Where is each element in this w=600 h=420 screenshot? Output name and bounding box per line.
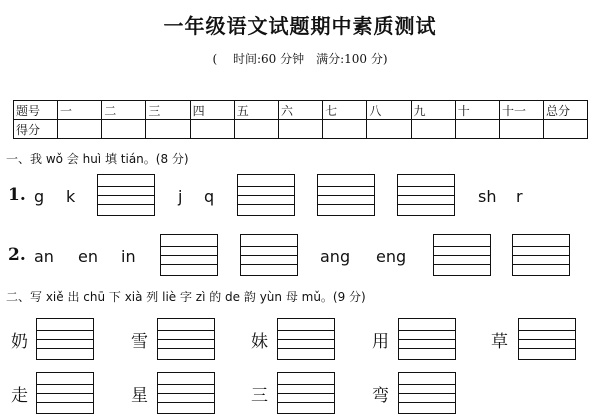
character: 弯 [372,386,389,406]
score-header-cell: 题号 [14,101,58,120]
score-header-cell: 六 [278,101,322,120]
writing-box[interactable] [36,372,94,414]
character: 草 [491,332,508,352]
score-cell[interactable] [58,120,102,139]
score-header-cell: 二 [102,101,146,120]
section-2-heading: 二、写 xiě 出 chū 下 xià 列 liè 字 zì 的 de 韵 yùn 母 mǔ。(9 分) [6,290,366,304]
writing-box[interactable] [512,234,570,276]
score-cell[interactable] [102,120,146,139]
pinyin-letter: en [78,247,98,266]
writing-box[interactable] [433,234,491,276]
score-cell[interactable] [500,120,544,139]
score-header-cell: 四 [190,101,234,120]
score-cell[interactable] [411,120,455,139]
score-cell[interactable] [146,120,190,139]
score-header-cell: 十一 [500,101,544,120]
score-header-cell: 总分 [544,101,588,120]
row-1-number: 1. [8,185,26,205]
pinyin-letter: eng [376,247,407,266]
pinyin-letter: an [34,247,54,266]
score-row-label: 得分 [14,120,58,139]
writing-box[interactable] [398,372,456,414]
pinyin-letter: sh [478,187,497,206]
pinyin-letter: in [121,247,136,266]
score-cell[interactable] [323,120,367,139]
character: 雪 [131,332,148,352]
character: 走 [11,386,28,406]
pinyin-letter: ang [320,247,351,266]
score-header-cell: 八 [367,101,411,120]
score-header-cell: 五 [234,101,278,120]
score-header-cell: 九 [411,101,455,120]
score-header-cell: 三 [146,101,190,120]
character: 用 [372,332,389,352]
writing-box[interactable] [160,234,218,276]
score-cell[interactable] [367,120,411,139]
character: 奶 [11,332,28,352]
score-header-cell: 一 [58,101,102,120]
pinyin-letter: r [516,187,523,206]
row-2-number: 2. [8,245,26,265]
score-table-header-row [14,101,588,120]
writing-box[interactable] [518,318,576,360]
writing-box[interactable] [237,174,295,216]
character: 三 [251,386,268,406]
writing-box[interactable] [398,318,456,360]
writing-box[interactable] [157,372,215,414]
page-title: 一年级语文试题期中素质测试 [163,14,437,38]
score-cell[interactable] [278,120,322,139]
writing-box[interactable] [277,318,335,360]
writing-box[interactable] [157,318,215,360]
pinyin-letter: q [204,187,215,206]
writing-box[interactable] [317,174,375,216]
score-table-score-row [14,120,588,139]
score-cell[interactable] [234,120,278,139]
writing-box[interactable] [97,174,155,216]
score-cell[interactable] [544,120,588,139]
score-cell[interactable] [455,120,499,139]
score-cell[interactable] [190,120,234,139]
writing-box[interactable] [397,174,455,216]
character: 妹 [251,332,268,352]
score-header-cell: 七 [323,101,367,120]
writing-box[interactable] [36,318,94,360]
score-table [13,100,588,139]
character: 星 [131,386,148,406]
section-1-heading: 一、我 wǒ 会 huì 填 tián。(8 分) [6,152,189,166]
exam-info: ( 时间:60 分钟 满分:100 分) [212,52,388,66]
writing-box[interactable] [277,372,335,414]
writing-box[interactable] [240,234,298,276]
pinyin-letter: g [34,187,45,206]
score-header-cell: 十 [455,101,499,120]
pinyin-letter: k [66,187,76,206]
pinyin-letter: j [178,187,183,206]
